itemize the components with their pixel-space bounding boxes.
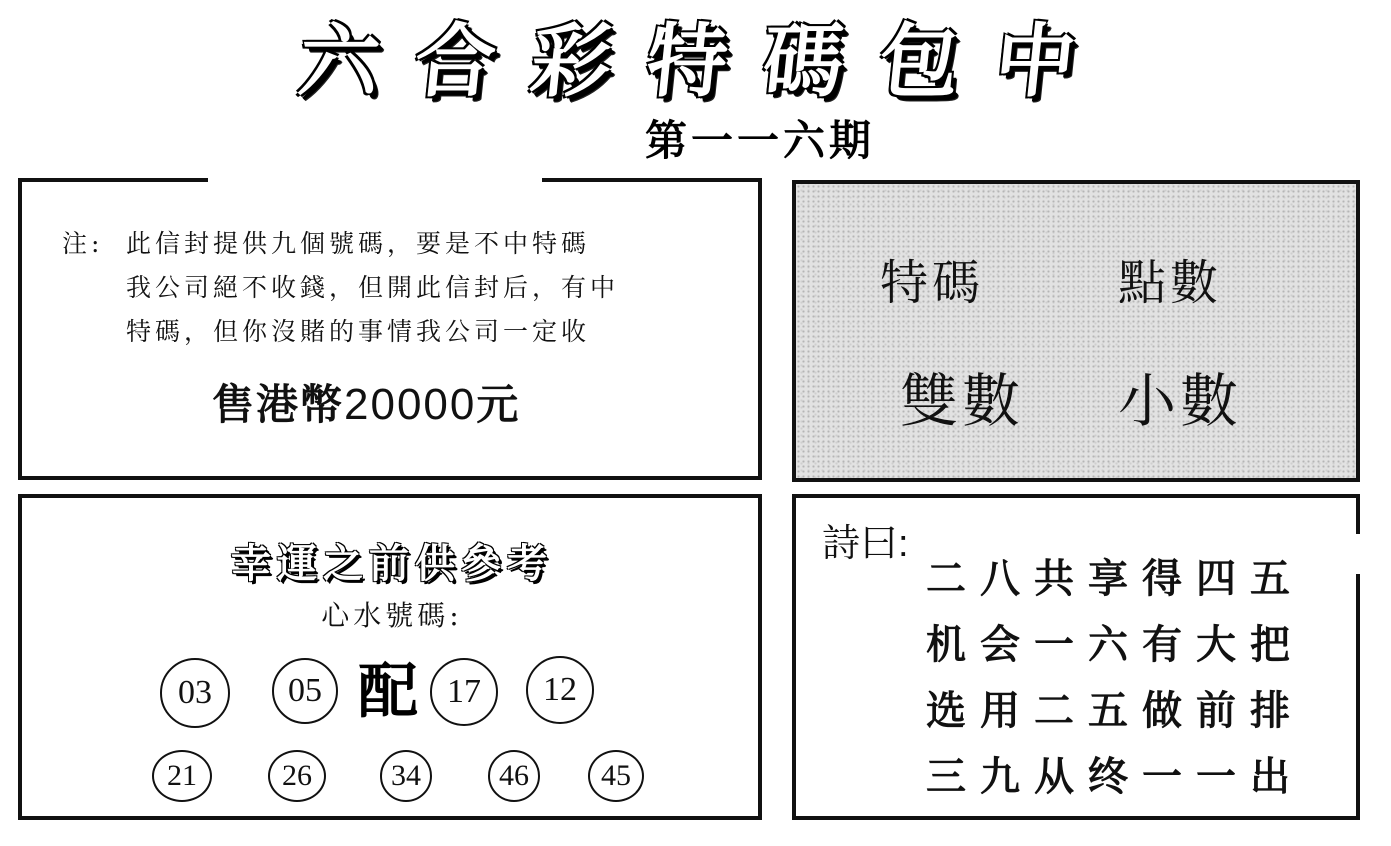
- title-char: 合: [410, 13, 505, 108]
- number-ball: 26: [268, 750, 326, 802]
- price: [212, 372, 632, 432]
- poem-text: [926, 546, 1346, 810]
- poem-line: 机会一六有大把: [926, 621, 1304, 668]
- number-ball: 21: [152, 750, 212, 802]
- price-amount: 20000: [344, 380, 477, 429]
- poem-line: 选用二五做前排: [926, 687, 1304, 734]
- attribute-special-number: 特碼: [880, 255, 985, 311]
- title-char: 特: [642, 13, 737, 108]
- number-ball: 03: [160, 658, 230, 728]
- lucky-panel: [18, 494, 762, 820]
- poem-label: 詩曰:: [822, 523, 909, 565]
- number-ball: 45: [588, 750, 644, 802]
- poem-line: 二八共享得四五: [926, 555, 1304, 602]
- poem-panel: [792, 494, 1360, 820]
- pei-character: 配: [358, 657, 418, 727]
- note-line: 我公司絕不收錢，但開此信封后，有中: [126, 273, 620, 302]
- page-title: [294, 4, 1085, 108]
- title-char: 碼: [758, 13, 853, 108]
- number-ball: 46: [488, 750, 540, 802]
- price-suffix: 元: [476, 380, 521, 429]
- attribute-even: 雙數: [900, 367, 1025, 435]
- note-label: 注:: [62, 229, 104, 258]
- poem-line: 三九从终一一出: [926, 753, 1304, 800]
- title-char: 中: [990, 13, 1085, 108]
- number-ball: 34: [380, 750, 432, 802]
- number-ball: 17: [430, 658, 498, 726]
- note-line: 此信封提供九個號碼，要是不中特碼: [126, 229, 591, 258]
- note-text: [62, 222, 722, 354]
- price-prefix: 售港幣: [212, 380, 345, 429]
- border-gap: [208, 176, 542, 184]
- title-char: 彩: [526, 13, 621, 108]
- attribute-small: 小數: [1118, 367, 1243, 435]
- number-ball: 05: [272, 658, 338, 724]
- note-panel: [18, 178, 762, 480]
- issue-number: 第一一六期: [644, 116, 875, 165]
- attribute-panel: [792, 180, 1360, 482]
- lucky-subtitle: 心水號碼:: [321, 599, 463, 632]
- border-gap: [1354, 534, 1362, 574]
- note-line: 特碼，但你沒賭的事情我公司一定收: [126, 317, 591, 346]
- lucky-title: 幸運之前供參考: [231, 540, 553, 587]
- number-ball: 12: [526, 656, 594, 724]
- title-char: 包: [874, 13, 969, 108]
- title-char: 六: [294, 13, 389, 108]
- attribute-points: 點數: [1118, 255, 1223, 311]
